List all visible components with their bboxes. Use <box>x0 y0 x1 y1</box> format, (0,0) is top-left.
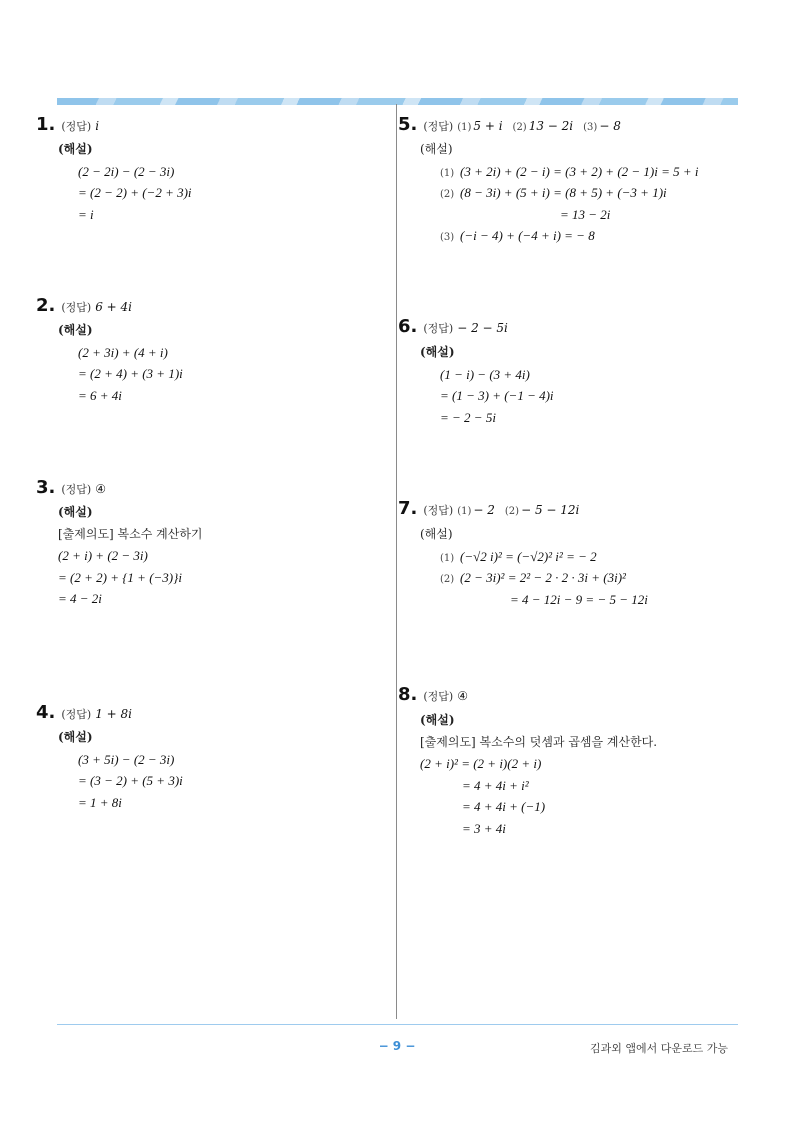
page-number: − 9 − <box>378 1039 416 1053</box>
answer-value: − 2 − 5i <box>457 321 508 335</box>
problem-number: 4. <box>36 702 56 723</box>
problem-number: 2. <box>36 295 56 316</box>
solution-7 <box>420 524 648 610</box>
answer-label: (정답) <box>61 483 92 496</box>
line-tag: (3) <box>440 232 455 243</box>
answer-part-tag: (1) <box>457 506 472 517</box>
solution-5 <box>420 139 699 247</box>
problem-1 <box>36 114 99 136</box>
solution-line: (2 + i)² = (2 + i)(2 + i) <box>420 756 542 771</box>
solution-intent-note: [출제의도] 복소수 계산하기 <box>58 526 203 541</box>
solution-header: (해설) <box>420 527 453 541</box>
solution-2 <box>58 320 183 406</box>
solution-line: (2 − 3i)² = 2² − 2 · 2 · 3i + (3i)² <box>460 570 626 585</box>
footer-divider <box>57 1024 738 1025</box>
solution-line: (−√2 i)² = (−√2)² i² = − 2 <box>460 548 597 564</box>
answer-label: (정답) <box>423 120 454 133</box>
solution-line: = − 2 − 5i <box>440 409 496 425</box>
solution-line: (2 + i) + (2 − 3i) <box>58 548 148 563</box>
problem-7 <box>398 498 579 520</box>
answer-label: (정답) <box>423 690 454 703</box>
solution-line: = 4 + 4i + i² <box>462 777 529 793</box>
solution-line: = 4 − 12i − 9 = − 5 − 12i <box>510 591 648 607</box>
problem-number: 1. <box>36 114 56 135</box>
solution-header: (해설) <box>58 730 93 744</box>
solution-line: = (2 + 4) + (3 + 1)i <box>78 366 183 381</box>
answer-value: ④ <box>457 689 468 703</box>
solution-line: = 4 − 2i <box>58 591 102 606</box>
solution-line: = 3 + 4i <box>462 820 506 836</box>
answer-label: (정답) <box>61 301 92 314</box>
solution-header: (해설) <box>58 323 93 337</box>
solution-line: (−i − 4) + (−4 + i) = − 8 <box>460 228 595 243</box>
line-tag: (1) <box>440 167 455 179</box>
line-tag: (1) <box>440 552 455 564</box>
answer-part-value: − 2 <box>473 503 495 517</box>
solution-line: = (3 − 2) + (5 + 3)i <box>78 773 183 788</box>
solution-line: = 4 + 4i + (−1) <box>462 799 546 814</box>
solution-line: = i <box>78 206 94 222</box>
solution-line: (3 + 5i) − (2 − 3i) <box>78 751 175 767</box>
line-tag: (2) <box>440 574 455 585</box>
answer-value: ④ <box>95 482 106 496</box>
download-note: 김과외 앱에서 다운로드 가능 <box>589 1042 728 1055</box>
answer-part-value: 5 + i <box>473 119 503 133</box>
answer-part-tag: (2) <box>504 506 520 517</box>
answer-label: (정답) <box>423 504 454 517</box>
problem-8 <box>398 684 468 706</box>
answer-value: 6 + 4i <box>95 300 133 314</box>
solution-8 <box>420 710 657 839</box>
solution-header: (해설) <box>420 345 455 359</box>
solution-line: (2 + 3i) + (4 + i) <box>78 344 168 360</box>
solution-line: (3 + 2i) + (2 − i) = (3 + 2) + (2 − 1)i = 5 + i <box>460 163 699 179</box>
solution-header: (해설) <box>58 505 93 519</box>
solution-header: (해설) <box>420 142 453 156</box>
solution-intent-note: [출제의도] 복소수의 덧셈과 곱셈을 계산한다. <box>420 734 658 749</box>
solution-header: (해설) <box>58 142 93 156</box>
problem-4 <box>36 702 132 724</box>
solution-line: = 13 − 2i <box>560 206 611 222</box>
solution-line: = (2 − 2) + (−2 + 3)i <box>78 185 192 200</box>
column-divider <box>396 104 397 1019</box>
answer-label: (정답) <box>61 708 92 721</box>
solution-4 <box>58 727 183 813</box>
problem-number: 8. <box>398 684 418 705</box>
problem-number: 6. <box>398 316 418 337</box>
solution-line: (8 − 3i) + (5 + i) = (8 + 5) + (−3 + 1)i <box>460 185 667 200</box>
answer-part-tag: (3) <box>583 122 598 133</box>
solution-1 <box>58 139 192 225</box>
answer-label: (정답) <box>61 120 92 133</box>
answer-part-value: − 5 − 12i <box>521 503 580 517</box>
problem-number: 7. <box>398 498 418 519</box>
problem-6 <box>398 316 508 338</box>
problem-number: 3. <box>36 477 56 498</box>
header-decoration-bar <box>57 98 738 105</box>
answer-value: 1 + 8i <box>95 707 133 721</box>
solution-3 <box>58 502 203 610</box>
solution-line: (2 − 2i) − (2 − 3i) <box>78 163 175 179</box>
problem-3 <box>36 477 106 499</box>
answer-part-tag: (1) <box>457 122 472 133</box>
answer-value: i <box>95 119 100 133</box>
solution-header: (해설) <box>420 713 455 727</box>
answer-label: (정답) <box>423 322 454 335</box>
problem-5 <box>398 114 621 136</box>
answer-part-value: − 8 <box>599 119 621 133</box>
answer-part-value: 13 − 2i <box>528 119 574 133</box>
solution-line: (1 − i) − (3 + 4i) <box>440 366 530 382</box>
solution-line: = 6 + 4i <box>78 387 122 403</box>
answer-part-tag: (2) <box>512 122 527 133</box>
solution-6 <box>420 342 554 428</box>
solution-line: = (1 − 3) + (−1 − 4)i <box>440 388 554 403</box>
solution-line: = (2 + 2) + {1 + (−3)}i <box>58 569 182 585</box>
solution-line: = 1 + 8i <box>78 794 122 810</box>
line-tag: (2) <box>440 189 455 200</box>
problem-number: 5. <box>398 114 418 135</box>
problem-2 <box>36 295 132 317</box>
